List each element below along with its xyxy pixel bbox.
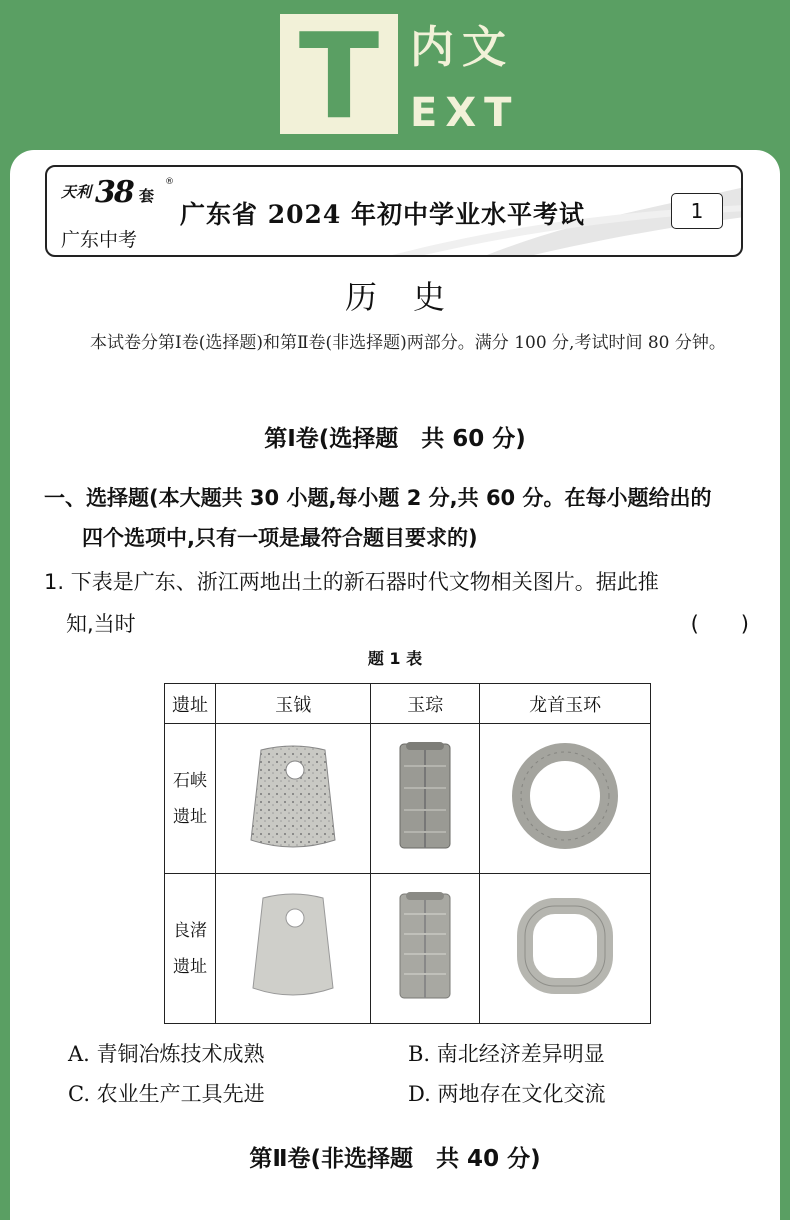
site-name-line2: 遗址 xyxy=(173,806,207,827)
jade-cong-image xyxy=(390,886,460,1006)
table-header-dragon-ring: 龙首玉环 xyxy=(480,684,651,724)
site-name-line1: 良渚 xyxy=(173,920,207,941)
question-1-line2: 知,当时 xyxy=(66,612,136,636)
table-header-site: 遗址 xyxy=(165,684,216,724)
table-header-jade-axe: 玉钺 xyxy=(216,684,371,724)
subject-title: 历史 xyxy=(344,278,481,316)
exam-header-box xyxy=(45,165,743,257)
top-banner xyxy=(0,0,790,150)
relic-image-cell xyxy=(371,874,480,1024)
banner-big-letter: T xyxy=(298,7,380,145)
site-name-line2: 遗址 xyxy=(173,956,207,977)
table-row xyxy=(165,724,651,874)
option-c[interactable]: C. 农业生产工具先进 xyxy=(68,1082,265,1106)
banner-en-label: EXT xyxy=(410,90,520,136)
option-d[interactable]: D. 两地存在文化交流 xyxy=(408,1082,606,1106)
relic-image-cell xyxy=(480,724,651,874)
edition-label: 广东中考 xyxy=(61,229,138,251)
exam-instructions: 本试卷分第Ⅰ卷(选择题)和第Ⅱ卷(非选择题)两部分。满分 100 分,考试时间 80 分钟。 xyxy=(90,333,726,353)
part-1-heading-line2: 四个选项中,只有一项是最符合题目要求的) xyxy=(82,526,478,550)
jade-axe-image xyxy=(243,736,343,856)
jade-axe-image xyxy=(243,886,343,1006)
part-1-heading-line1: 一、选择题(本大题共 30 小题,每小题 2 分,共 60 分。在每小题给出的 xyxy=(44,486,712,510)
relic-image-cell xyxy=(480,874,651,1024)
section-2-title: 第Ⅱ卷(非选择题 共 40 分) xyxy=(249,1146,541,1172)
logo-part-a: 天利 xyxy=(61,183,92,201)
dragon-ring-image xyxy=(510,891,620,1001)
table-row xyxy=(165,874,651,1024)
table-header-row xyxy=(165,684,651,724)
banner-t-box xyxy=(280,7,398,145)
site-name-line1: 石峡 xyxy=(173,770,207,791)
relic-image-cell xyxy=(371,724,480,874)
answer-blank[interactable]: ( ) xyxy=(690,612,749,636)
question-1-stem xyxy=(44,561,749,645)
table-caption: 题 1 表 xyxy=(367,649,423,668)
dragon-ring-image xyxy=(510,741,620,851)
exam-title: 广东省 2024 年初中学业水平考试 xyxy=(180,200,585,229)
brand-logo xyxy=(61,175,174,219)
logo-part-b: 38 xyxy=(95,175,133,210)
banner-cn-label: 内文 xyxy=(410,22,514,73)
option-b[interactable]: B. 南北经济差异明显 xyxy=(408,1042,605,1066)
part-1-heading xyxy=(44,478,754,558)
section-1-title: 第Ⅰ卷(选择题 共 60 分) xyxy=(264,426,526,452)
jade-cong-image xyxy=(390,736,460,856)
table-header-jade-cong: 玉琮 xyxy=(371,684,480,724)
logo-registered-mark: ® xyxy=(165,177,174,187)
logo-part-c: 套 xyxy=(139,187,155,205)
site-cell-shixia xyxy=(165,724,216,874)
site-cell-liangzhu xyxy=(165,874,216,1024)
option-a[interactable]: A. 青铜冶炼技术成熟 xyxy=(68,1042,265,1066)
question-1-line1: 1. 下表是广东、浙江两地出土的新石器时代文物相关图片。据此推 xyxy=(44,570,659,594)
relic-image-cell xyxy=(216,724,371,874)
paper-number-badge: 1 xyxy=(671,193,723,229)
relic-image-cell xyxy=(216,874,371,1024)
relics-table xyxy=(164,683,651,1024)
